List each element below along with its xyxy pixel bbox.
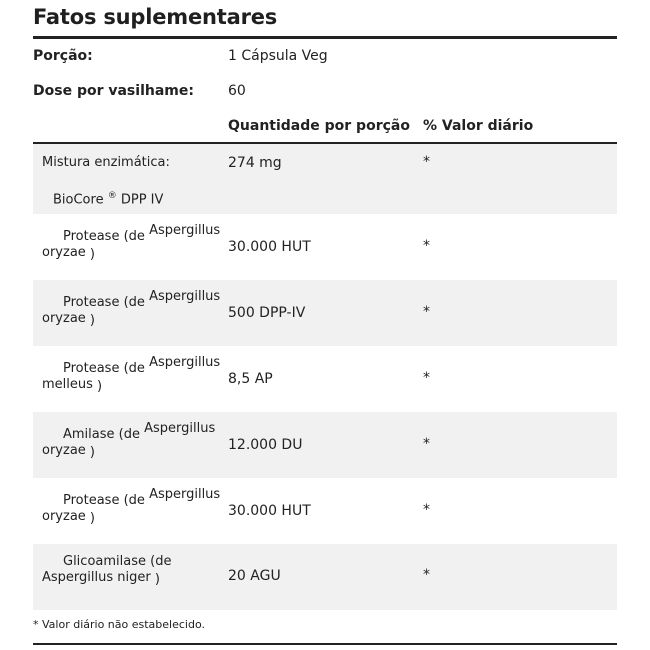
ingredient-amount: 12.000 DU bbox=[228, 437, 303, 453]
ingredient-name: Protease (de Aspergillus oryzae ) bbox=[42, 289, 221, 328]
blend-row bbox=[33, 144, 617, 214]
ingredient-daily-value: * bbox=[423, 567, 430, 583]
blend-name: Mistura enzimática: bbox=[42, 155, 170, 170]
ingredient-name: Protease (de Aspergillus oryzae ) bbox=[42, 487, 221, 526]
bottom-rule bbox=[33, 643, 617, 645]
ingredient-daily-value: * bbox=[423, 370, 430, 386]
ingredient-daily-value: * bbox=[423, 238, 430, 254]
blend-amount: 274 mg bbox=[228, 155, 282, 171]
ingredient-row bbox=[33, 412, 617, 478]
supplement-facts-panel bbox=[33, 0, 617, 650]
ingredient-amount: 30.000 HUT bbox=[228, 239, 311, 255]
footnote: * Valor diário não estabelecido. bbox=[33, 618, 205, 631]
ingredient-row bbox=[33, 346, 617, 412]
panel-title: Fatos suplementares bbox=[33, 5, 278, 29]
column-header-daily-value: % Valor diário bbox=[423, 118, 534, 134]
ingredient-row bbox=[33, 544, 617, 610]
ingredient-daily-value: * bbox=[423, 304, 430, 320]
servings-per-container-value: 60 bbox=[228, 83, 246, 99]
ingredient-amount: 500 DPP-IV bbox=[228, 305, 306, 321]
serving-label: Porção: bbox=[33, 48, 93, 64]
ingredient-amount: 8,5 AP bbox=[228, 371, 273, 387]
ingredient-name: Amilase (de Aspergillus oryzae ) bbox=[42, 421, 216, 460]
ingredient-row bbox=[33, 280, 617, 346]
ingredient-name: Glicoamilase (de Aspergillus niger ) bbox=[42, 554, 172, 587]
ingredient-daily-value: * bbox=[423, 502, 430, 518]
servings-per-container-label: Dose por vasilhame: bbox=[33, 83, 194, 99]
ingredient-amount: 30.000 HUT bbox=[228, 503, 311, 519]
ingredient-row bbox=[33, 478, 617, 544]
blend-daily-value: * bbox=[423, 154, 430, 170]
ingredient-amount: 20 AGU bbox=[228, 568, 281, 584]
ingredient-row bbox=[33, 214, 617, 280]
ingredient-name: Protease (de Aspergillus oryzae ) bbox=[42, 223, 221, 262]
title-rule bbox=[33, 36, 617, 39]
blend-sub-name: BioCore ® DPP IV bbox=[53, 191, 164, 208]
column-header-amount: Quantidade por porção bbox=[228, 118, 410, 134]
serving-value: 1 Cápsula Veg bbox=[228, 48, 328, 64]
ingredient-daily-value: * bbox=[423, 436, 430, 452]
ingredient-name: Protease (de Aspergillus melleus ) bbox=[42, 355, 221, 394]
